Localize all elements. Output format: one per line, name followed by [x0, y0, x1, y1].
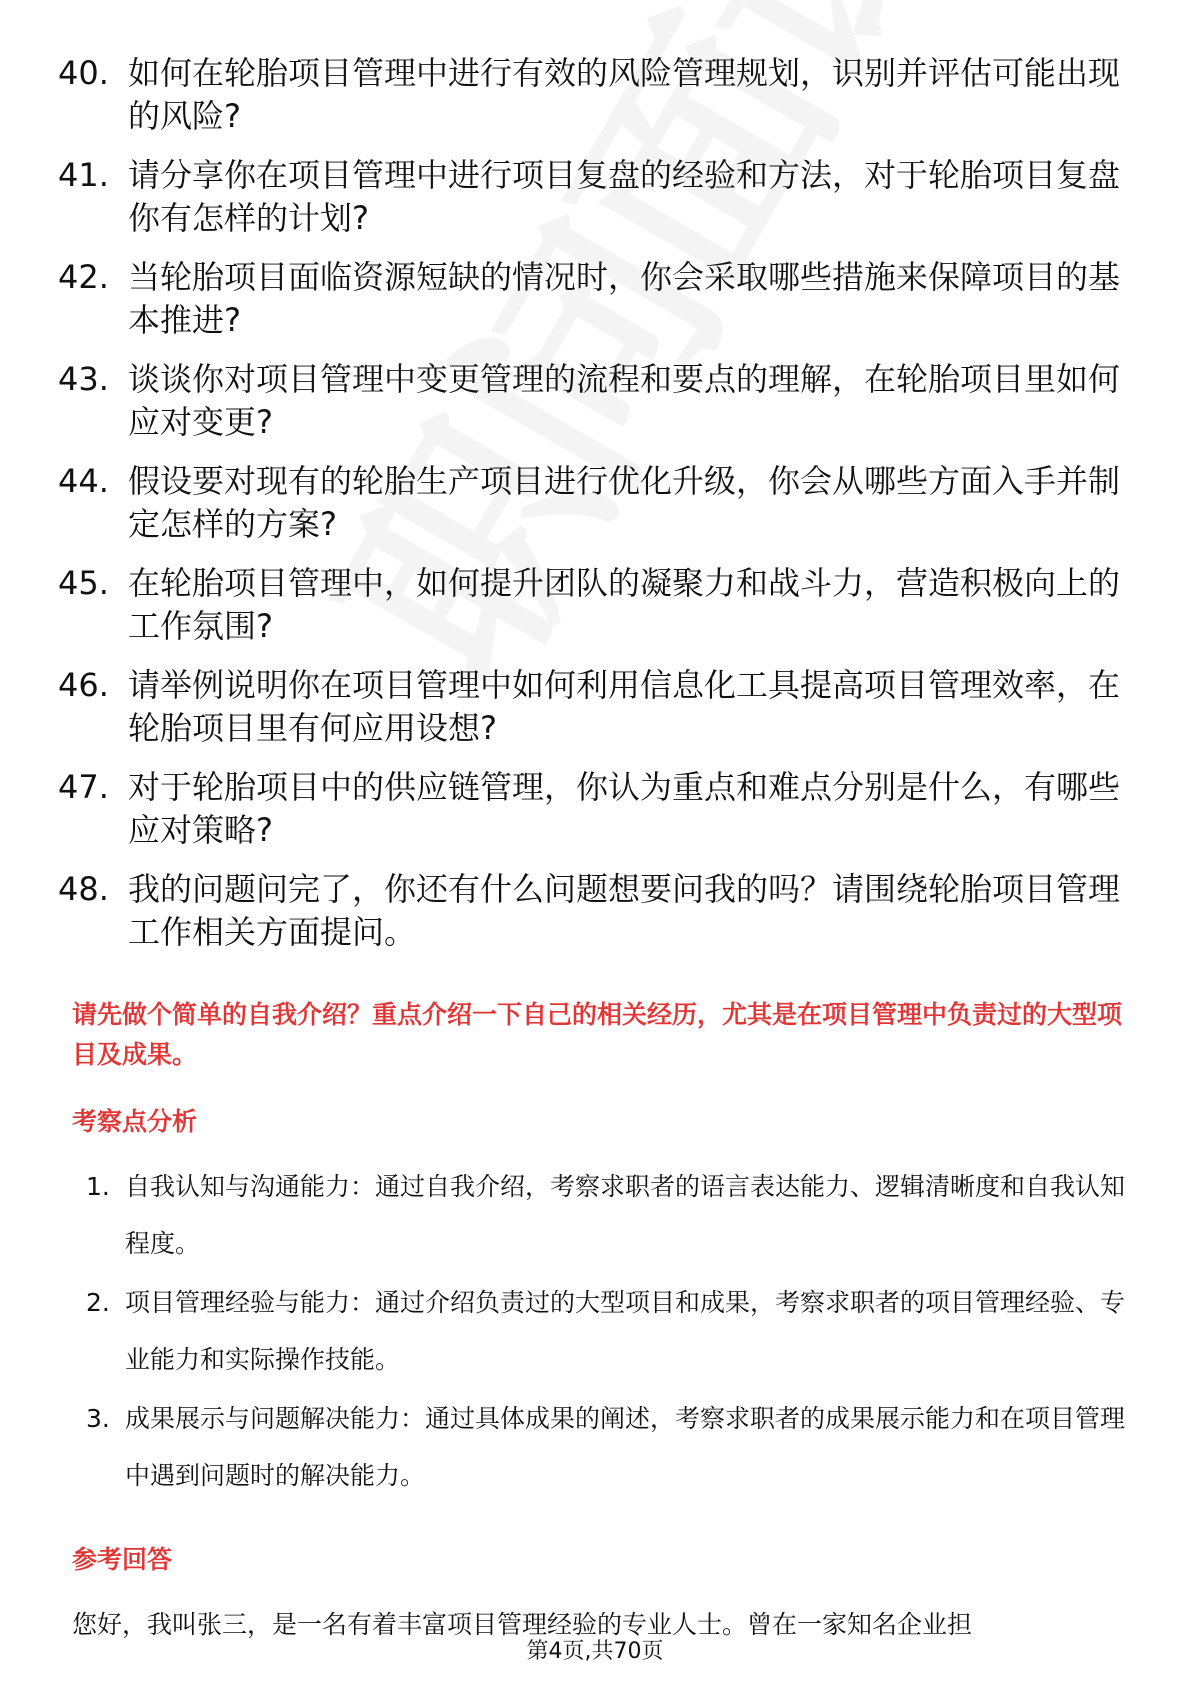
- question-number: 44.: [58, 462, 109, 500]
- analysis-list: [78, 1158, 1138, 1506]
- analysis-heading: 考察点分析: [72, 1107, 198, 1136]
- question-number: 48.: [58, 870, 109, 908]
- interview-prompt: 请先做个简单的自我介绍？重点介绍一下自己的相关经历，尤其是在项目管理中负责过的大型项目及成果。: [72, 1000, 1123, 1069]
- analysis-text: 自我认知与沟通能力：通过自我介绍，考察求职者的语言表达能力、逻辑清晰度和自我认知程度。: [125, 1172, 1126, 1258]
- question-item: [58, 460, 1138, 546]
- question-item: [58, 562, 1138, 648]
- analysis-item: [78, 1274, 1138, 1388]
- question-item: [58, 358, 1138, 444]
- analysis-number: 3.: [86, 1404, 110, 1433]
- question-number: 43.: [58, 360, 109, 398]
- page-footer: 第4页,共70页: [526, 1639, 664, 1664]
- answer-heading: 参考回答: [72, 1545, 173, 1574]
- analysis-text: 项目管理经验与能力：通过介绍负责过的大型项目和成果，考察求职者的项目管理经验、专业能力和实际操作技能。: [125, 1288, 1126, 1374]
- question-item: [58, 766, 1138, 852]
- question-text: 对于轮胎项目中的供应链管理，你认为重点和难点分别是什么，有哪些应对策略?: [128, 768, 1121, 849]
- question-item: [58, 868, 1138, 954]
- analysis-number: 2.: [86, 1288, 110, 1317]
- question-item: [58, 664, 1138, 750]
- question-item: [58, 154, 1138, 240]
- question-list: [58, 52, 1138, 970]
- question-number: 45.: [58, 564, 109, 602]
- question-text: 请举例说明你在项目管理中如何利用信息化工具提高项目管理效率，在轮胎项目里有何应用设想?: [128, 666, 1121, 747]
- question-text: 假设要对现有的轮胎生产项目进行优化升级，你会从哪些方面入手并制定怎样的方案?: [128, 462, 1121, 543]
- analysis-number: 1.: [86, 1172, 110, 1201]
- question-text: 谈谈你对项目管理中变更管理的流程和要点的理解，在轮胎项目里如何应对变更?: [128, 360, 1121, 441]
- question-number: 42.: [58, 258, 109, 296]
- question-number: 46.: [58, 666, 109, 704]
- question-item: [58, 256, 1138, 342]
- question-text: 当轮胎项目面临资源短缺的情况时，你会采取哪些措施来保障项目的基本推进?: [128, 258, 1121, 339]
- analysis-text: 成果展示与问题解决能力：通过具体成果的阐述，考察求职者的成果展示能力和在项目管理中遇到问题时的解决能力。: [125, 1404, 1126, 1490]
- question-text: 如何在轮胎项目管理中进行有效的风险管理规划，识别并评估可能出现的风险?: [128, 54, 1121, 135]
- analysis-item: [78, 1158, 1138, 1272]
- question-text: 我的问题问完了，你还有什么问题想要问我的吗？请围绕轮胎项目管理工作相关方面提问。: [128, 870, 1121, 951]
- analysis-item: [78, 1390, 1138, 1504]
- question-text: 在轮胎项目管理中，如何提升团队的凝聚力和战斗力，营造积极向上的工作氛围?: [128, 564, 1121, 645]
- question-text: 请分享你在项目管理中进行项目复盘的经验和方法，对于轮胎项目复盘你有怎样的计划?: [128, 156, 1121, 237]
- question-number: 40.: [58, 54, 109, 92]
- question-number: 41.: [58, 156, 109, 194]
- question-number: 47.: [58, 768, 109, 806]
- answer-text: 您好，我叫张三，是一名有着丰富项目管理经验的专业人士。曾在一家知名企业担: [72, 1610, 973, 1639]
- question-item: [58, 52, 1138, 138]
